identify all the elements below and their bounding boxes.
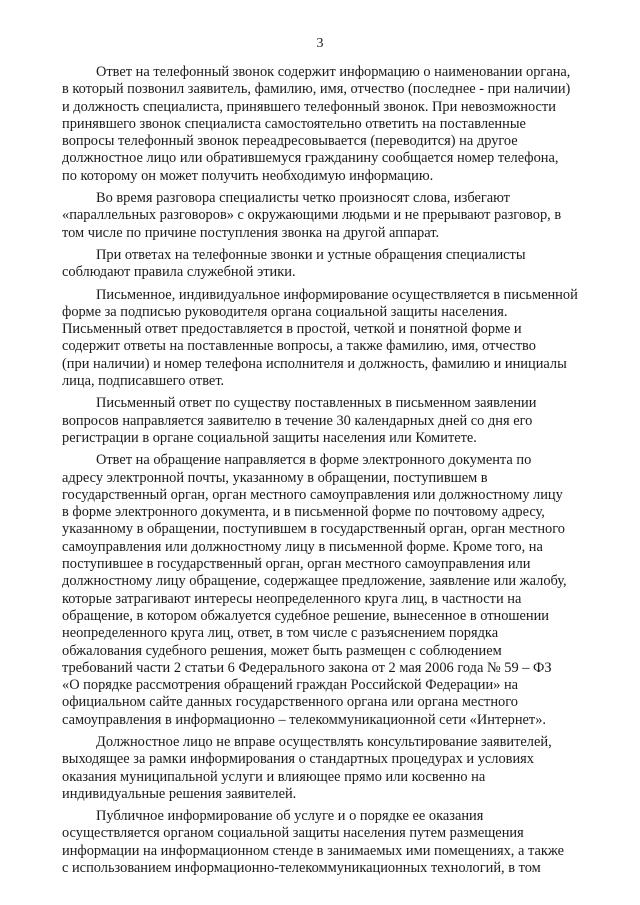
paragraph-phone-answer	[62, 64, 600, 185]
text-line: обжалования судебного решения, может быть размещен с соблюдением	[62, 642, 502, 659]
text-line: обращение, в котором обжалуется судебное решение, вынесенное в отношении	[62, 607, 549, 624]
text-line: по которому он может получить необходимую информацию.	[62, 167, 434, 184]
paragraph-conversation	[62, 190, 600, 242]
text-line: Письменный ответ по существу поставленных в письменном заявлении	[96, 395, 537, 412]
text-line: информации на информационном стенде в занимаемых ими помещениях, а также	[62, 842, 564, 859]
text-line: в форме электронного документа, и в письменной форме по почтовому адресу,	[62, 504, 545, 521]
text-line: индивидуальные решения заявителей.	[62, 785, 297, 802]
text-line: «О порядке рассмотрения обращений граждан Российской Федерации» на	[62, 677, 519, 694]
paragraph-written-info	[62, 287, 600, 391]
text-line: и должность специалиста, принявшего телефонный звонок. При невозможности	[62, 98, 556, 115]
document-body	[62, 64, 600, 882]
text-line: вопросов направляется заявителю в течение 30 календарных дней со дня его	[62, 412, 533, 429]
text-line: Ответ на телефонный звонок содержит информацию о наименовании органа,	[96, 64, 571, 80]
text-line: принявшего звонок специалиста самостоятельно ответить на поставленные	[62, 115, 526, 132]
text-line: в который позвонил заявитель, фамилию, имя, отчество (последнее - при наличии)	[62, 81, 571, 98]
text-line: вопросы телефонный звонок переадресовывается (переводится) на другое	[62, 133, 518, 150]
text-line: требований части 2 статьи 6 Федерального закона от 2 мая 2006 года № 59 – ФЗ	[62, 659, 552, 676]
text-line: которые затрагивают интересы неопределенного круга лиц, в частности на	[62, 590, 522, 607]
text-line: с использованием информационно-телекоммуникационных технологий, в том	[62, 860, 541, 877]
paragraph-ethics	[62, 247, 600, 282]
text-line: самоуправления или должностному лицу в письменной форме. Кроме того, на	[62, 538, 543, 555]
paragraph-public-info	[62, 808, 600, 877]
text-line: лица, подписавшего ответ.	[62, 373, 225, 390]
text-line: Должностное лицо не вправе осуществлять консультирование заявителей,	[96, 733, 552, 750]
text-line: содержит ответы на поставленные вопросы, а также фамилию, имя, отчество	[62, 338, 536, 355]
paragraph-consulting-limits	[62, 734, 600, 803]
text-line: регистрации в органе социальной защиты населения или Комитете.	[62, 429, 477, 446]
page-number: 3	[316, 36, 324, 51]
text-line: Во время разговора специалисты четко произносят слова, избегают	[96, 190, 510, 207]
text-line: осуществляется органом социальной защиты населения путем размещения	[62, 825, 524, 842]
text-line: Ответ на обращение направляется в форме электронного документа по	[96, 452, 532, 469]
text-line: самоуправления в информационно – телекоммуникационной сети «Интернет».	[62, 711, 547, 728]
text-line: Публичное информирование об услуге и о порядке ее оказания	[96, 808, 484, 825]
text-line: Письменный ответ предоставляется в простой, четкой и понятной форме и	[62, 321, 522, 338]
text-line: том числе по причине поступления звонка на другой аппарат.	[62, 224, 440, 241]
text-line: официальном сайте данных государственного органа или органа местного	[62, 694, 518, 711]
paragraph-electronic-answer	[62, 452, 600, 729]
text-line: адресу электронной почты, указанному в обращении, поступившем в	[62, 469, 488, 486]
text-line: указанному в обращении, поступившем в государственный орган, орган местного	[62, 521, 565, 538]
text-line: государственный орган, орган местного самоуправления или должностному лицу	[62, 486, 563, 503]
text-line: форме за подписью руководителя органа социальной защиты населения.	[62, 303, 508, 320]
text-line: неопределенного круга лиц, ответ, в том числе с разъяснением порядка	[62, 625, 499, 642]
text-line: оказания муниципальной услуги и влияющее прямо или косвенно на	[62, 768, 486, 785]
text-line: выходящее за рамки информирования о стандартных процедурах и условиях	[62, 751, 534, 768]
text-line: должностному лицу обращение, содержащее предложение, заявление или жалобу,	[62, 573, 567, 590]
text-line: Письменное, индивидуальное информирование осуществляется в письменной	[96, 286, 578, 303]
text-line: должностное лицо или обратившемуся гражданину сообщается номер телефона,	[62, 150, 559, 167]
paragraph-written-answer	[62, 395, 600, 447]
text-line: поступившее в государственный орган, орган местного самоуправления или	[62, 556, 531, 573]
text-line: «параллельных разговоров» с окружающими людьми и не прерывают разговор, в	[62, 207, 562, 224]
text-line: соблюдают правила служебной этики.	[62, 264, 296, 281]
text-line: (при наличии) и номер телефона исполнителя и должность, фамилию и инициалы	[62, 355, 567, 372]
text-line: При ответах на телефонные звонки и устные обращения специалисты	[96, 246, 526, 263]
